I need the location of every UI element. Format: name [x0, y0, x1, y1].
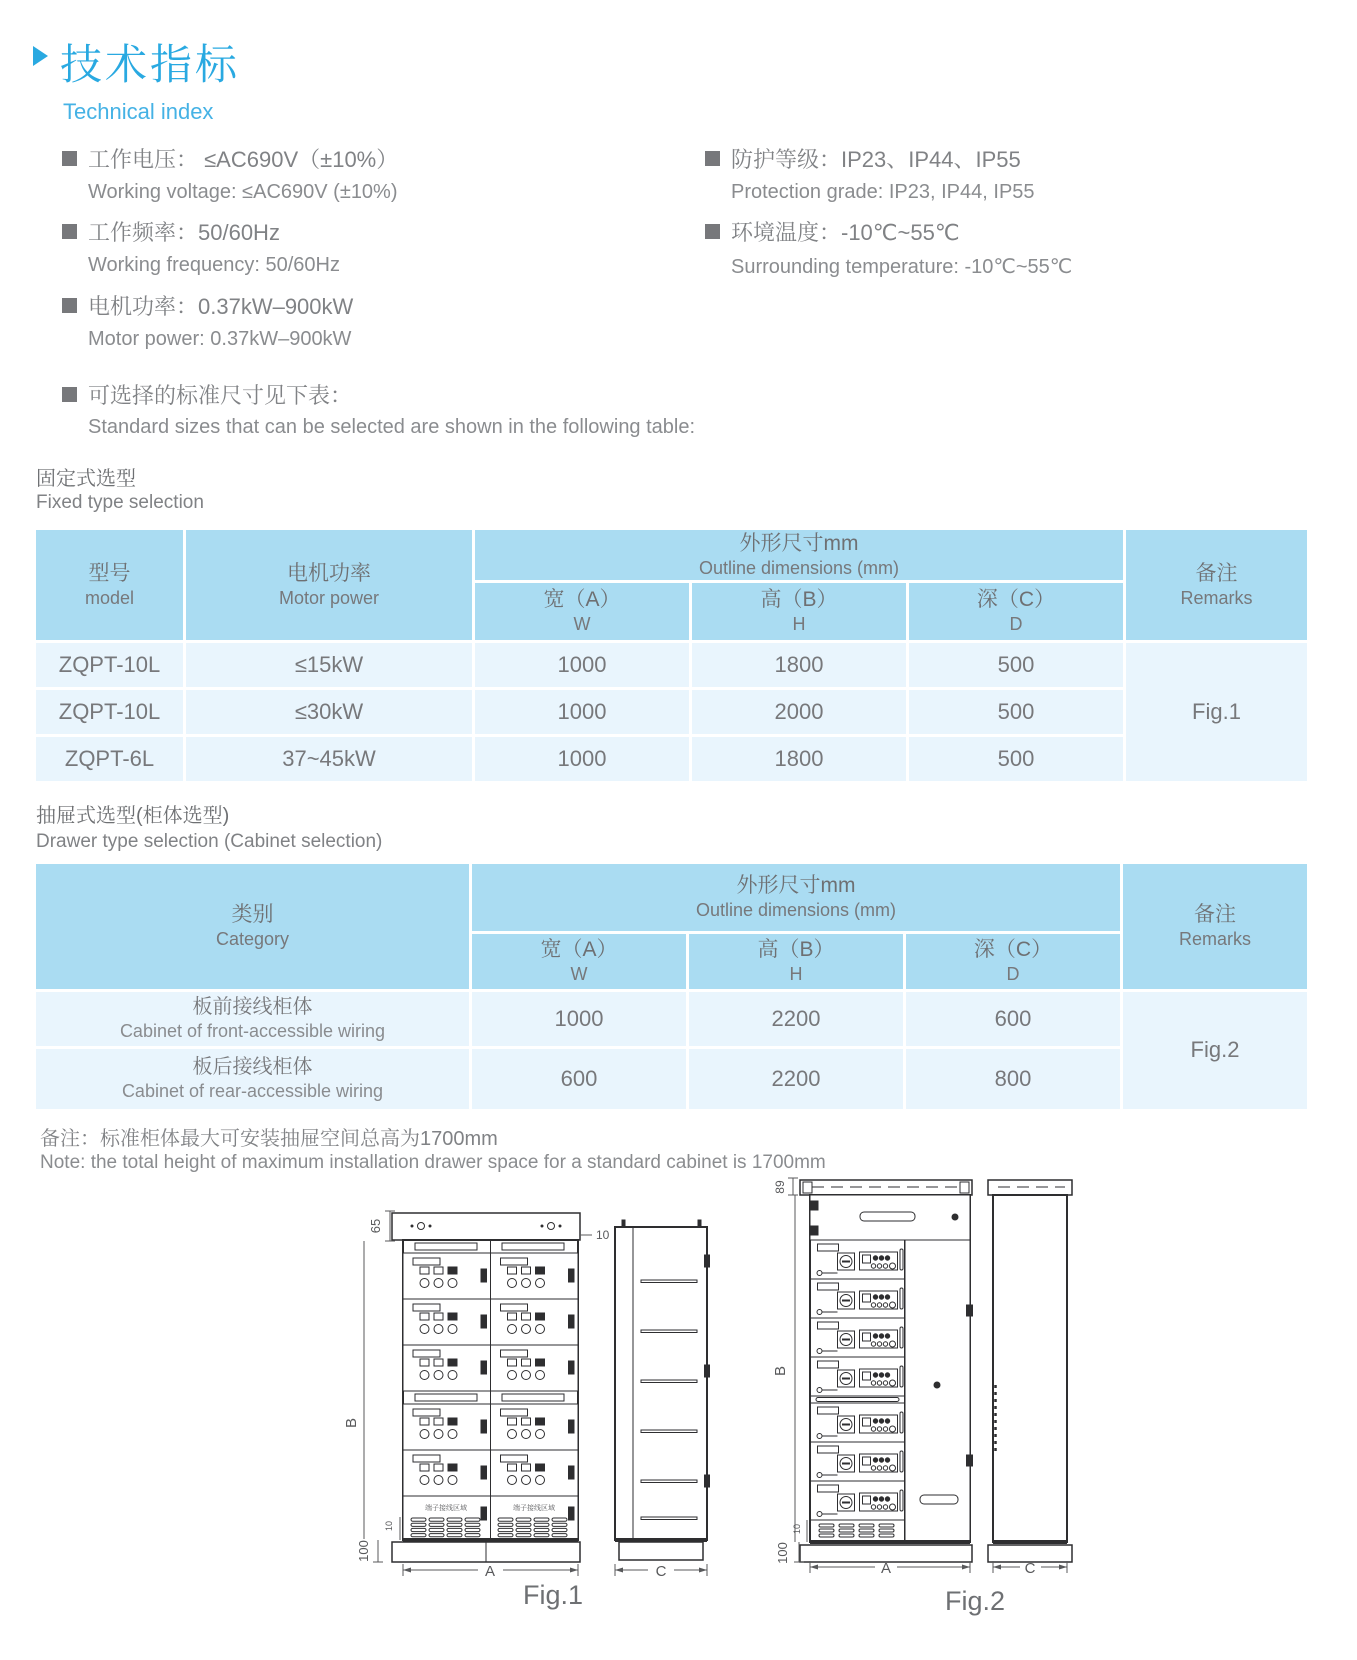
table-cell-width: 1000	[472, 992, 686, 1046]
table-cell-model: ZQPT-6L	[36, 737, 183, 781]
fig1-cap-height-dim: 65	[368, 1218, 383, 1234]
table-cell-height: 2000	[692, 690, 906, 734]
table-cell-width: 1000	[475, 737, 689, 781]
header-height-en: H	[792, 614, 806, 635]
drawer-table-caption-zh: 抽屉式选型(柜体选型)	[36, 805, 230, 827]
spec-text: 可选择的标准尺寸见下表：	[88, 383, 353, 408]
header-motor-power	[186, 530, 472, 640]
table-intro-zh	[62, 379, 352, 410]
fig2-base-dim: 100	[775, 1542, 790, 1564]
header-remarks-zh: 备注	[1195, 561, 1238, 585]
header-model-en: model	[84, 587, 135, 608]
spec-working-frequency-zh	[62, 216, 280, 247]
table-cell-model: ZQPT-10L	[36, 690, 183, 734]
category-en: Cabinet of front-accessible wiring	[119, 1021, 386, 1042]
header-remarks-en: Remarks	[1180, 587, 1253, 608]
header-category	[36, 864, 469, 989]
spec-ambient-temperature-en: Surrounding temperature: -10℃~55℃	[731, 256, 1073, 278]
header-depth	[906, 934, 1120, 989]
fig2-side-view	[988, 1180, 1072, 1562]
header-height-zh: 高（B）	[757, 938, 835, 962]
header-dims-zh: 外形尺寸mm	[736, 874, 856, 898]
header-outline-dimensions	[472, 864, 1120, 931]
header-height	[689, 934, 903, 989]
table-cell-remark: Fig.2	[1123, 992, 1307, 1109]
spec-ambient-temperature-zh	[705, 216, 960, 247]
table-cell-width: 1000	[475, 690, 689, 734]
fig1-height-dim: B	[343, 1417, 360, 1429]
bullet-square-icon	[62, 298, 77, 313]
header-model-zh: 型号	[88, 561, 131, 585]
page-title: 技术指标	[60, 41, 241, 88]
header-remarks	[1123, 864, 1307, 989]
header-power-en: Motor power	[278, 587, 380, 608]
table-note-en: Note: the total height of maximum installation drawer space for a standard cabinet is 1700mm	[40, 1152, 826, 1173]
table-cell-width: 600	[472, 1049, 686, 1109]
header-depth-zh: 深（C）	[976, 588, 1056, 612]
bullet-square-icon	[62, 224, 77, 239]
fixed-table-caption-zh: 固定式选型	[36, 468, 136, 490]
header-depth	[909, 583, 1123, 640]
header-width	[475, 583, 689, 640]
spec-motor-power-en: Motor power: 0.37kW–900kW	[88, 328, 352, 350]
header-width	[472, 934, 686, 989]
category-zh: 板后接线柜体	[192, 1056, 313, 1079]
fig1-cabinet-drawing	[330, 1195, 725, 1590]
table-cell-power: 37~45kW	[186, 737, 472, 781]
spec-text: 工作电压： ≤AC690V（±10%）	[88, 147, 399, 172]
bullet-square-icon	[62, 151, 77, 166]
table-cell-height: 1800	[692, 643, 906, 687]
spec-working-frequency-en: Working frequency: 50/60Hz	[88, 254, 340, 276]
page-subtitle: Technical index	[63, 99, 214, 124]
table-cell-depth: 500	[909, 643, 1123, 687]
header-category-zh: 类别	[231, 903, 274, 927]
header-height	[692, 583, 906, 640]
fixed-selection-table	[36, 530, 1307, 781]
fixed-table-caption-en: Fixed type selection	[36, 492, 204, 513]
header-dims-en: Outline dimensions (mm)	[695, 900, 897, 921]
fig1-terminal-area-label: 端子接线区域	[513, 1505, 555, 1512]
table-cell-width: 1000	[475, 643, 689, 687]
bullet-square-icon	[62, 387, 77, 402]
table-cell-height: 2200	[689, 1049, 903, 1109]
header-width-zh: 宽（A）	[543, 588, 621, 612]
header-depth-en: D	[1009, 614, 1023, 635]
bullet-square-icon	[705, 224, 720, 239]
section-marker-icon	[33, 46, 48, 66]
spec-text: 防护等级：IP23、IP44、IP55	[731, 147, 1021, 172]
header-width-en: W	[573, 614, 591, 635]
fig2-height-dim: B	[772, 1365, 789, 1377]
fig2-front-view	[800, 1180, 973, 1562]
bullet-square-icon	[705, 151, 720, 166]
fig1-depth-dim: C	[655, 1563, 667, 1580]
table-cell-power: ≤15kW	[186, 643, 472, 687]
table-cell-remark: Fig.1	[1126, 643, 1307, 781]
spec-protection-grade-zh	[705, 143, 1021, 174]
table-cell-height: 1800	[692, 737, 906, 781]
fig1-side-view	[615, 1220, 710, 1560]
header-dims-en: Outline dimensions (mm)	[698, 557, 900, 578]
header-power-zh: 电机功率	[287, 561, 371, 585]
header-depth-en: D	[1006, 964, 1020, 985]
header-depth-zh: 深（C）	[973, 938, 1053, 962]
table-cell-depth: 800	[906, 1049, 1120, 1109]
table-intro-en: Standard sizes that can be selected are shown in the following table:	[88, 416, 696, 438]
fig2-cabinet-drawing	[715, 1145, 1095, 1580]
header-dims-zh: 外形尺寸mm	[739, 531, 859, 555]
fig2-width-dim: A	[880, 1560, 892, 1577]
header-width-zh: 宽（A）	[540, 938, 618, 962]
spec-text: 环境温度：-10℃~55℃	[731, 220, 960, 245]
table-cell-depth: 500	[909, 690, 1123, 734]
spec-protection-grade-en: Protection grade: IP23, IP44, IP55	[731, 181, 1035, 203]
fig1-vent-dim: 10	[384, 1520, 394, 1532]
table-cell-category-front	[36, 992, 469, 1046]
fig2-cap-height-dim: 89	[773, 1180, 787, 1194]
spec-text: 电机功率：0.37kW–900kW	[88, 294, 354, 319]
fig1-terminal-area-label: 端子接线区域	[425, 1505, 467, 1512]
category-zh: 板前接线柜体	[192, 996, 313, 1019]
drawer-selection-table	[36, 864, 1307, 1109]
fig2-caption: Fig.2	[945, 1586, 1006, 1616]
header-remarks-en: Remarks	[1178, 929, 1251, 950]
header-outline-dimensions	[475, 530, 1123, 580]
header-height-en: H	[789, 964, 803, 985]
spec-working-voltage-en: Working voltage: ≤AC690V (±10%)	[88, 181, 398, 203]
fig2-depth-dim: C	[1024, 1560, 1036, 1577]
table-cell-model: ZQPT-10L	[36, 643, 183, 687]
table-cell-category-rear	[36, 1049, 469, 1109]
header-remarks	[1126, 530, 1307, 640]
spec-text: 工作频率：50/60Hz	[88, 220, 280, 245]
table-cell-height: 2200	[689, 992, 903, 1046]
header-width-en: W	[570, 964, 588, 985]
fig1-base-dim: 100	[356, 1540, 371, 1562]
table-cell-depth: 500	[909, 737, 1123, 781]
category-en: Cabinet of rear-accessible wiring	[121, 1081, 384, 1102]
header-height-zh: 高（B）	[760, 588, 838, 612]
fig1-caption: Fig.1	[523, 1580, 584, 1610]
header-remarks-zh: 备注	[1194, 903, 1236, 927]
header-model	[36, 530, 183, 640]
spec-working-voltage-zh	[62, 143, 398, 174]
drawer-table-caption-en: Drawer type selection (Cabinet selection)	[36, 831, 383, 852]
table-cell-depth: 600	[906, 992, 1120, 1046]
fig1-top-right-dim: 10	[596, 1228, 610, 1242]
table-cell-power: ≤30kW	[186, 690, 472, 734]
fig1-width-dim: A	[484, 1563, 496, 1580]
table-note-zh: 备注：标准柜体最大可安装抽屉空间总高为1700mm	[40, 1128, 498, 1150]
header-category-en: Category	[215, 929, 290, 950]
spec-motor-power-zh	[62, 290, 353, 321]
fig2-vent-dim: 10	[792, 1523, 802, 1535]
